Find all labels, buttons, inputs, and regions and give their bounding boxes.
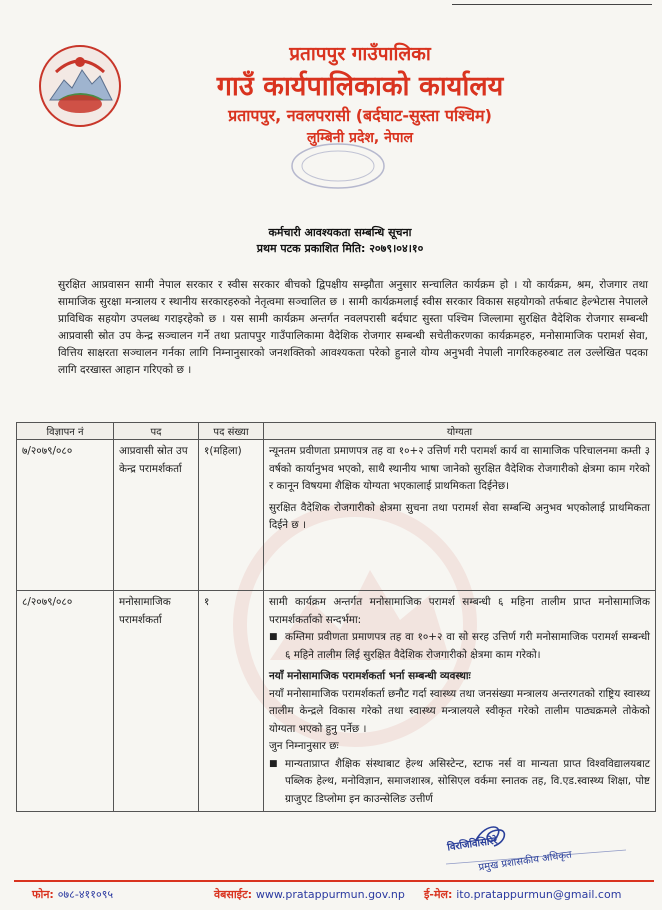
- signatory-name: विरजिविसिरिरे: [446, 835, 499, 854]
- header-post: पद: [114, 423, 199, 440]
- cell-post: आप्रवासी स्रोत उप केन्द्र परामर्शकर्ता: [114, 440, 199, 591]
- table-row: [17, 591, 656, 812]
- office-address: प्रतापपुर, नवलपरासी (बर्दघाट-सुस्ता पश्चिम): [228, 106, 492, 125]
- email-link[interactable]: ito.pratappurmun@gmail.com: [456, 888, 622, 901]
- cell-post: मनोसामाजिक परामर्शकर्ता: [114, 591, 199, 812]
- list-item: [269, 629, 650, 664]
- office-stamp-icon: [288, 140, 388, 192]
- header-ad-no: विज्ञापन नं: [17, 423, 114, 440]
- cell-count: १(महिला): [199, 440, 264, 591]
- cell-ad-no: ७/२०७९/०८०: [17, 440, 114, 591]
- cell-ad-no: ८/२०७९/०८०: [17, 591, 114, 812]
- qualification-text: सामी कार्यक्रम अन्तर्गत मनोसामाजिक परामर्श सम्बन्धी ६ महिना तालीम प्राप्त मनोसामाजिक परामर्शकर्ताको सन्दर्भमा:: [269, 596, 650, 626]
- email-label: ई-मेल:: [424, 888, 453, 901]
- signatory-title: प्रमुख प्रशासकीय अधिकृत: [477, 849, 573, 874]
- header-qualification: योग्यता: [264, 423, 656, 440]
- footer: [14, 880, 654, 901]
- requirements-table: [16, 422, 656, 812]
- office-name: गाउँ कार्यपालिकाको कार्यालय: [216, 71, 504, 102]
- footer-phone: [32, 887, 113, 902]
- table-header-row: [17, 423, 656, 440]
- header-count: पद संख्या: [199, 423, 264, 440]
- nepal-emblem-icon: [36, 42, 124, 130]
- notice-publish-date: प्रथम पटक प्रकाशित मिति: २०७९।०४।१०: [256, 242, 424, 255]
- province-name: लुम्बिनी प्रदेश, नेपाल: [307, 130, 413, 146]
- qualification-text: न्यूनतम प्रवीणता प्रमाणपत्र तह वा १०+२ उत्तिर्ण गरी परामर्श कार्य वा सामाजिक परिचालनमा कम्ती ३ वर्षको कार्यानुभव भएको, साथै स्थानीय भाषा जानेको सुरक्षित वैदेशिक रोजगारीको क्षेत्रमा काम गरेको र कानून विषयमा शैक्षिक योग्यता भएकालाई प्राथमिकता दिईनेछ।: [269, 445, 650, 492]
- qualification-text: नयाँ मनोसामाजिक परामर्शकर्ता छनौट गर्दा स्वास्थ्य तथा जनसंख्या मन्त्रालय अन्तरगतको राष्ट्रिय स्वास्थ्य तालीम केन्द्रले विकास गरेको तथा स्वास्थ्य मन्त्रालयले स्वीकृत गरेको तालीम पाठ्यक्रमले तोकेको योग्यता भएको हुनु पर्नेछ ।: [269, 687, 650, 735]
- qualification-heading: नयाँ मनोसामाजिक परामर्शकर्ता भर्ना सम्बन्धी व्यवस्थाः: [269, 670, 471, 682]
- website-label: वेबसाईट:: [214, 888, 253, 901]
- intro-paragraph: सुरक्षित आप्रवासन सामी नेपाल सरकार र स्वीस सरकार बीचको द्विपक्षीय सम्झौता अनुसार सन्चालित कार्यक्रम हो । यो कार्यक्रम, श्रम, रोजगार तथा सामाजिक सुरक्षा मन्त्रालय र स्थानीय सरकारहरुको नेतृत्वमा सञ्चालित छ । सामी कार्यक्रमलाई स्वीस सरकार विकास सहयोगको तर्फबाट हेल्भेटास नेपालले प्राविधिक सहयोग उपलब्ध गराइरहेको छ । यस सामी कार्यक्रम अन्तर्गत नवलपरासी बर्दघाट सुस्ता पश्चिम जिल्लामा सुरक्षित वैदेशिक रोजगार सम्बन्धी आप्रवासी स्रोत उप केन्द्र सञ्चालन गर्ने तथा प्रतापपुर गाउँपालिकामा वैदेशिक रोजगार सम्बन्धी सचेतीकरणका कार्यक्रमहरु, मनोसामाजिक परामर्श सेवा, वित्तिय साक्षरता सञ्चालन गर्नका लागि निम्नानुसारको जनशक्तिको आवश्यकता परेको हुनाले योग्य अनुभवी नेपाली नागरिकहरुबाट तल उल्लेखित पदका लागि दरखास्त आहान गरिएको छ ।: [58, 279, 648, 376]
- cell-qualification: [264, 440, 656, 591]
- notice-title: कर्मचारी आवश्यकता सम्बन्धि सूचना: [268, 226, 412, 239]
- website-link[interactable]: www.pratappurmun.gov.np: [255, 888, 405, 901]
- qualification-text: जुन निम्नानुसार छः: [269, 740, 339, 752]
- cell-qualification: [264, 591, 656, 812]
- phone-label: फोन:: [32, 888, 54, 901]
- cell-count: १: [199, 591, 264, 812]
- bullet-icon: ■: [269, 758, 278, 769]
- bullet-text: मान्यताप्राप्त शैक्षिक संस्थाबाट हेल्थ असिस्टेन्ट, स्टाफ नर्स वा मान्यता प्राप्त विश्वविद्यालयबाट पब्लिक हेल्थ, मनोविज्ञान, समाजशास्त्र, सोसिएल वर्कमा स्नातक तह, वि.एड.स्वास्थ्य शिक्षा, पोष्ट ग्राजुएट डिप्लोमा इन काउन्सेलिङ उत्तीर्ण: [285, 757, 650, 805]
- bullet-text: कम्तिमा प्रवीणता प्रमाणपत्र तह वा १०+२ वा सो सरह उत्तिर्ण गरी मनोसामाजिक परामर्श सम्बन्धी ६ महिने तालीम लिई सुरक्षित वैदेशिक रोजगारीको क्षेत्रमा काम गरेको।: [285, 631, 650, 661]
- table-row: [17, 440, 656, 591]
- bullet-icon: ■: [269, 632, 278, 642]
- footer-email: [424, 887, 621, 902]
- phone-value: ०७८-४११०९५: [57, 888, 114, 901]
- qualification-text: सुरक्षित वैदेशिक रोजगारीको क्षेत्रमा सुचना तथा परामर्श सेवा सम्बन्धि अनुभव भएकोलाई प्राथमिकता दिईने छ ।: [269, 501, 650, 531]
- list-item: [269, 756, 650, 809]
- municipality-name: प्रतापपुर गाउँपालिका: [289, 43, 431, 65]
- footer-website: [214, 887, 405, 902]
- top-rule: [452, 4, 652, 5]
